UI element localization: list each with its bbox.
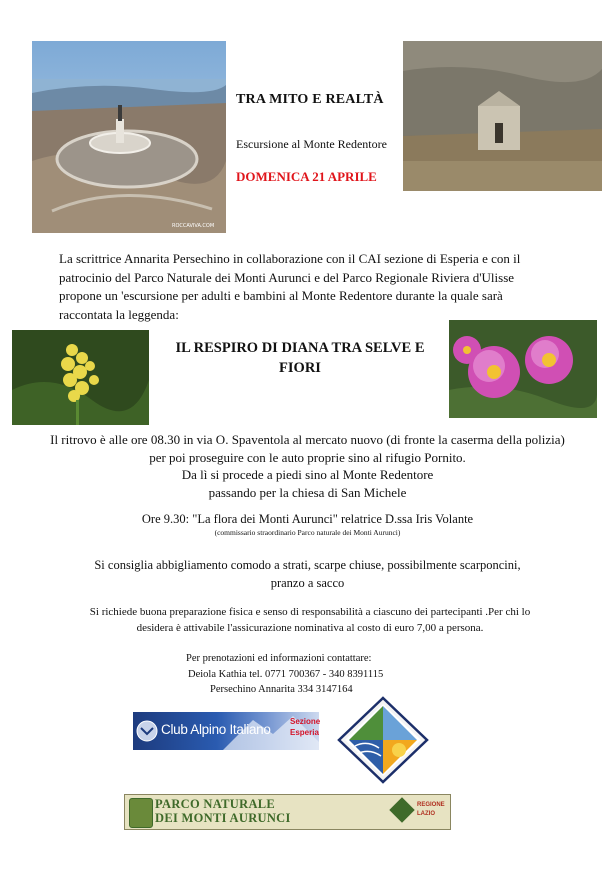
parco-line1: PARCO NATURALE (155, 797, 276, 811)
advice-paragraph (0, 557, 615, 592)
summit-photo (32, 41, 226, 233)
meeting-line1: Il ritrovo è alle ore 08.30 in via O. Spaventola al mercato nuovo (di fronte la caserma della polizia) (50, 432, 565, 447)
advice-line2: pranzo a sacco (270, 575, 345, 590)
advice-line1: Si consiglia abbigliamento comodo a strati, scarpe chiuse, possibilmente scarponcini, (94, 558, 521, 572)
meeting-paragraph (0, 431, 615, 501)
legend-title (160, 338, 440, 378)
cai-name: Club Alpino Italiano (161, 722, 271, 737)
cai-section-2: Esperia (290, 728, 319, 737)
regione-2: LAZIO (417, 811, 435, 817)
intro-paragraph: La scrittrice Annarita Persechino in collaborazione con il CAI sezione di Esperia e con il patrocinio del Parco Naturale dei Monti Aurunci e del Parco Regionale Riviera d'Ulisse propone un 'escursione per adulti e bambini al Monte Redentore durante la quale sarà raccontata la leggenda: (59, 251, 521, 322)
contact-persechino: Persechino Annarita 334 3147164 (210, 684, 353, 695)
talk-line: Ore 9.30: "La flora dei Monti Aurunci" relatrice D.ssa Iris Volante (141, 512, 474, 526)
event-date: DOMENICA 21 APRILE (236, 169, 377, 184)
requirements-line1: Si richiede buona preparazione fisica e senso di responsabilità a ciascuno dei partecipanti .Per chi lo (89, 606, 531, 618)
requirements-paragraph (40, 604, 580, 636)
cai-logo (133, 712, 319, 750)
legend-title-line1: IL RESPIRO DI DIANA TRA SELVE E (175, 340, 425, 356)
parco-emblem-icon (129, 798, 153, 828)
parco-naturale-logo (124, 794, 451, 830)
meeting-line3: Da lì si procede a piedi sino al Monte Redentore (181, 467, 434, 482)
photo-watermark: ROCCAVIVA.COM (172, 223, 215, 229)
requirements-line2: desidera è attivabile l'assicurazione nominativa al costo di euro 7,00 a persona. (136, 622, 484, 634)
contacts-block (0, 651, 615, 698)
hermitage-photo (403, 41, 602, 191)
contact-deiola: Deiola Kathia tel. 0771 700367 - 340 8391115 (188, 668, 384, 680)
parco-line2: DEI MONTI AURUNCI (155, 811, 291, 825)
subtitle: Escursione al Monte Redentore (236, 137, 387, 151)
riviera-ulisse-logo (337, 696, 429, 784)
yellow-orchid-photo (12, 330, 149, 425)
regione-lazio-icon (389, 797, 414, 822)
meeting-line2: per poi proseguire con le auto proprie sino al rifugio Pornito. (149, 449, 466, 465)
sun-icon (392, 743, 406, 757)
legend-title-line2: FIORI (279, 360, 321, 376)
cai-eagle-icon (137, 721, 157, 741)
pink-flower-photo (449, 320, 597, 418)
talk-note: (commissario straordinario Parco naturale dei Monti Aurunci) (214, 528, 401, 537)
cai-section-1: Sezione (290, 717, 321, 726)
page-title: TRA MITO E REALTÀ (236, 92, 384, 107)
regione-1: REGIONE (417, 802, 445, 808)
contacts-heading: Per prenotazioni ed informazioni contattare: (186, 653, 372, 664)
meeting-line4: passando per la chiesa di San Michele (208, 484, 407, 500)
